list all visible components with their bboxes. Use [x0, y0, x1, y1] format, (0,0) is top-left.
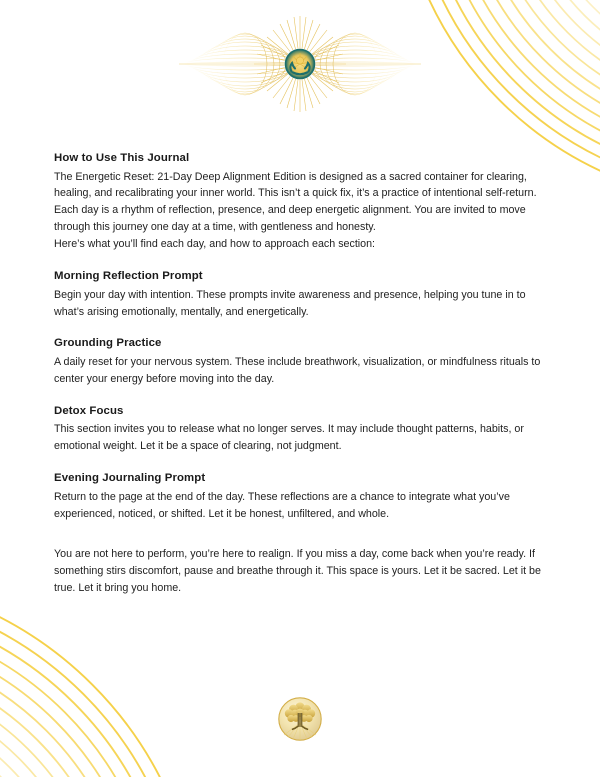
- closing-paragraph: You are not here to perform, you’re here to realign. If you miss a day, come back when you’re ready. If something stirs discomfort, pause and breathe through it. This space is yours. Let it be sacred. Let it be true. Let it bring you home.: [54, 548, 541, 595]
- section-morning-reflection-prompt: [54, 268, 546, 320]
- section-paragraph: A daily reset for your nervous system. These include breathwork, visualization, or mindfulness rituals to center your energy before moving into the day.: [54, 355, 541, 385]
- page-content: [54, 150, 546, 597]
- section-paragraph: The Energetic Reset: 21-Day Deep Alignment Edition is designed as a sacred container for clearing, healing, and recalibrating your inner world. This isn’t a quick fix, it’s a practice of intentional self-return. Each day is a rhythm of reflection, presence, and deep energetic alignment. You are invited to move through this journey one day at a time, with gentleness and honesty.: [54, 170, 537, 234]
- section-how-to-use: [54, 150, 546, 253]
- section-paragraph: Begin your day with intention. These prompts invite awareness and presence, helping you tune in to what’s arising emotionally, mentally, and energetically.: [54, 288, 526, 318]
- sun-hands-emblem: [285, 49, 316, 80]
- section-title: Grounding Practice: [54, 337, 162, 350]
- section-detox-focus: [54, 403, 546, 455]
- tree-of-life-logo: [277, 696, 323, 742]
- gold-starburst-ornament: [175, 14, 425, 114]
- section-grounding-practice: [54, 335, 546, 387]
- section-paragraph: Return to the page at the end of the day. These reflections are a chance to integrate what you’ve experienced, noticed, or shifted. Let it be honest, unfiltered, and whole.: [54, 490, 510, 520]
- section-title: How to Use This Journal: [54, 152, 190, 164]
- section-title: Morning Reflection Prompt: [54, 270, 203, 283]
- section-title: Detox Focus: [54, 404, 124, 417]
- section-closing-note: [54, 546, 546, 597]
- section-evening-journaling-prompt: [54, 470, 546, 522]
- section-title: Evening Journaling Prompt: [54, 472, 206, 485]
- section-paragraph: This section invites you to release what no longer serves. It may include thought patterns, habits, or emotional weight. Let it be a space of clearing, not judgment.: [54, 423, 524, 453]
- section-paragraph: Here’s what you’ll find each day, and how to approach each section:: [54, 238, 376, 251]
